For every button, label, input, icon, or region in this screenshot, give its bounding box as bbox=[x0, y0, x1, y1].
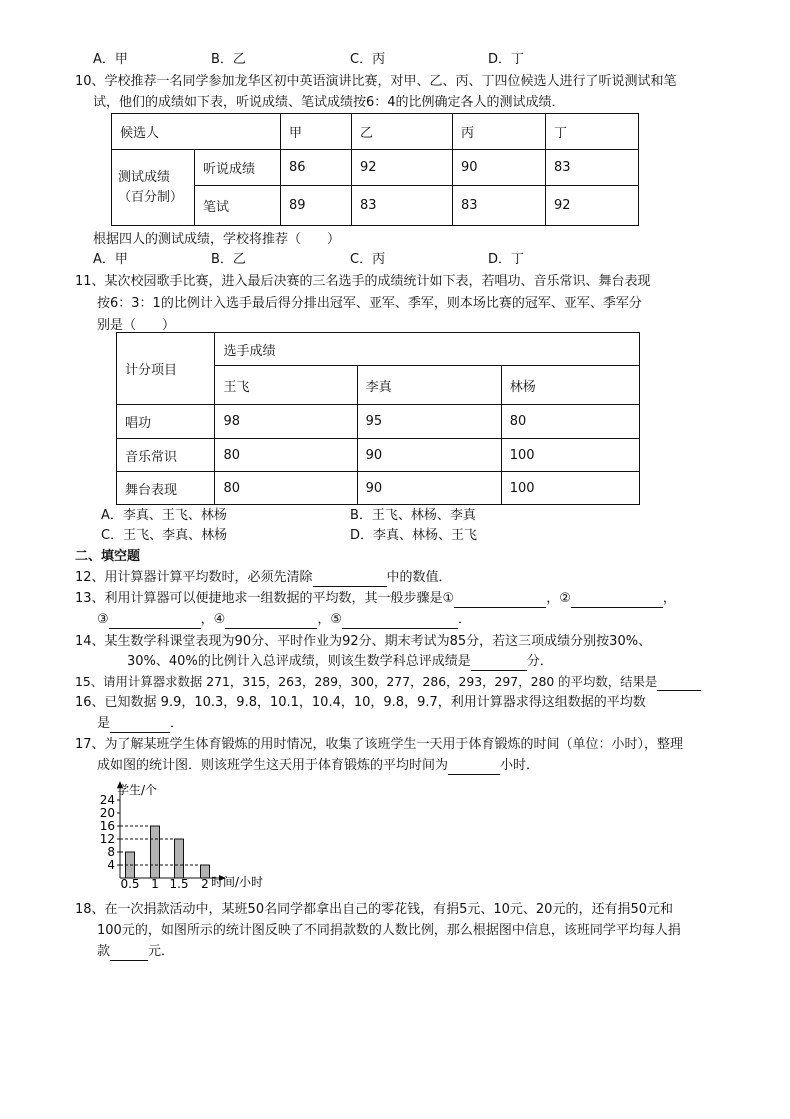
q10-cell: 89 bbox=[281, 186, 352, 226]
section2-title: 二、填空题 bbox=[75, 549, 141, 564]
q10-option-b: B．乙 bbox=[211, 252, 246, 267]
y-axis-label: 学生/个 bbox=[117, 783, 158, 797]
q17-text-before: 成如图的统计图．则该班学生这天用于体育锻炼的平均时间为 bbox=[97, 758, 449, 773]
q9-option-d: D．丁 bbox=[488, 52, 525, 67]
q11-text-line2: 按6：3：1的比例计入选手最后得分排出冠军、亚军、季军，则本场比赛的冠军、亚军、季军分 bbox=[97, 296, 642, 311]
q13-blank-4[interactable] bbox=[225, 614, 317, 629]
q11-cell: 80 bbox=[215, 439, 357, 472]
q11-cell: 90 bbox=[357, 439, 501, 472]
q16-text-after: ． bbox=[170, 716, 184, 731]
q13-blank-5[interactable] bbox=[342, 614, 458, 629]
q13-mark-4: ，④ bbox=[200, 612, 226, 627]
q11-player-linyang: 林杨 bbox=[501, 366, 639, 405]
q10-cell: 83 bbox=[546, 150, 639, 186]
q11-text-line3: 别是（ ） bbox=[97, 318, 176, 333]
q13-line2 bbox=[97, 611, 471, 629]
x-tick-label: 1.5 bbox=[169, 877, 189, 888]
y-tick-label: 20 bbox=[99, 806, 115, 820]
q16-blank[interactable] bbox=[110, 718, 170, 733]
q17-bar-chart bbox=[85, 778, 285, 888]
q18-text-line2: 100元的，如图所示的统计图反映了不同捐款数的人数比例，那么根据图中信息，该班同学平均每人捐 bbox=[97, 923, 681, 938]
bar bbox=[175, 839, 184, 878]
q14-text-line1: 14、某生数学科课堂表现为90分、平时作业为92分、期末考试为85分，若这三项成绩分别按30%、 bbox=[75, 634, 652, 649]
q13-comma-end: ， bbox=[662, 591, 676, 606]
q11-header-score: 选手成绩 bbox=[215, 333, 640, 366]
q13-mark-5: ，⑤ bbox=[317, 612, 342, 627]
q10-group-label-line1: 测试成绩 bbox=[118, 169, 171, 185]
bar bbox=[151, 826, 160, 878]
q15-text: 15、请用计算器求数据 271，315，263，289，300，277，286，293，297，280 的平均数，结果是 bbox=[75, 674, 658, 689]
q13-comma-2: ，② bbox=[546, 591, 571, 606]
q10-score-table bbox=[111, 113, 639, 226]
q11-cell: 95 bbox=[357, 405, 501, 439]
q11-score-table bbox=[116, 332, 640, 505]
q11-row-label-singing: 唱功 bbox=[117, 405, 215, 439]
y-tick-label: 12 bbox=[99, 832, 115, 846]
q18-blank[interactable] bbox=[110, 946, 148, 961]
q17-text-after: 小时． bbox=[500, 758, 540, 773]
q11-header-item: 计分项目 bbox=[117, 333, 215, 405]
q10-header-candidate: 候选人 bbox=[112, 114, 281, 150]
q10-cell: 83 bbox=[453, 186, 546, 226]
q10-row-label-listening: 听说成绩 bbox=[195, 150, 281, 186]
q18-text-before: 款 bbox=[97, 944, 111, 959]
q11-cell: 100 bbox=[501, 439, 639, 472]
q17-line2 bbox=[97, 757, 539, 775]
q11-option-d: D．李真、林杨、王飞 bbox=[350, 528, 478, 543]
q17-blank[interactable] bbox=[448, 760, 500, 775]
q10-group-label bbox=[112, 150, 195, 226]
q10-cell: 92 bbox=[546, 186, 639, 226]
q12-text-after: 中的数值． bbox=[386, 570, 452, 585]
q14-blank[interactable] bbox=[471, 656, 527, 671]
q18-text-line1: 18、在一次捐款活动中，某班50名同学都拿出自己的零花钱，有捐5元、10元、20元的，还有捐50元和 bbox=[75, 902, 673, 917]
q13-text-before: 13、利用计算器可以便捷地求一组数据的平均数，其一般步骤是① bbox=[75, 591, 455, 606]
q13-end: ． bbox=[457, 612, 471, 627]
q9-option-b: B．乙 bbox=[211, 52, 246, 67]
y-tick-label: 8 bbox=[107, 845, 115, 859]
q10-text-line2: 试，他们的成绩如下表，听说成绩、笔试成绩按6：4的比例确定各人的测试成绩． bbox=[93, 95, 565, 110]
q11-player-wangfei: 王飞 bbox=[215, 366, 357, 405]
q10-candidate-jia: 甲 bbox=[281, 114, 352, 150]
q11-row-label-music: 音乐常识 bbox=[117, 439, 215, 472]
q13-blank-1[interactable] bbox=[454, 593, 546, 608]
q10-cell: 86 bbox=[281, 150, 352, 186]
q14-line2 bbox=[127, 653, 553, 671]
x-tick-label: 0.5 bbox=[120, 877, 140, 888]
q13-blank-3[interactable] bbox=[109, 614, 201, 629]
q14-text-after: 分． bbox=[526, 654, 553, 669]
q11-row-label-stage: 舞台表现 bbox=[117, 472, 215, 505]
q13-blank-2[interactable] bbox=[571, 593, 663, 608]
y-tick-label: 4 bbox=[107, 858, 115, 872]
x-tick-label: 2 bbox=[201, 877, 209, 888]
q10-group-label-line2: （百分制） bbox=[118, 189, 184, 205]
q12-text-before: 12、用计算器计算平均数时，必须先清除 bbox=[75, 570, 313, 585]
q10-cell: 83 bbox=[352, 186, 453, 226]
q10-cell: 90 bbox=[453, 150, 546, 186]
q10-candidate-ding: 丁 bbox=[546, 114, 639, 150]
q9-option-a: A．甲 bbox=[93, 52, 128, 67]
q11-option-a: A．李真、王飞、林杨 bbox=[101, 508, 227, 523]
q12-blank[interactable] bbox=[313, 572, 387, 587]
q10-question: 根据四人的测试成绩，学校将推荐（ ） bbox=[93, 232, 341, 247]
q16-text-before: 是 bbox=[97, 716, 111, 731]
x-tick-label: 1 bbox=[151, 877, 159, 888]
q9-option-c: C．丙 bbox=[350, 52, 386, 67]
q11-text-line1: 11、某次校园歌手比赛，进入最后决赛的三名选手的成绩统计如下表，若唱功、音乐常识、舞台表现 bbox=[75, 274, 651, 289]
y-tick-label: 16 bbox=[99, 819, 115, 833]
q11-player-lizhen: 李真 bbox=[357, 366, 501, 405]
q13-mark-3: ③ bbox=[97, 612, 109, 627]
q10-text-line1: 10、学校推荐一名同学参加龙华区初中英语演讲比赛，对甲、乙、丙、丁四位候选人进行了听说测试和笔 bbox=[75, 74, 677, 89]
q10-candidate-bing: 丙 bbox=[453, 114, 546, 150]
q10-option-c: C．丙 bbox=[350, 252, 386, 267]
q11-cell: 80 bbox=[215, 472, 357, 505]
q10-option-a: A．甲 bbox=[93, 252, 128, 267]
q11-cell: 100 bbox=[501, 472, 639, 505]
q12-line bbox=[75, 569, 452, 587]
y-tick-label: 24 bbox=[99, 793, 115, 807]
q11-cell: 80 bbox=[501, 405, 639, 439]
q15-line bbox=[75, 673, 701, 691]
q10-row-label-written: 笔试 bbox=[195, 186, 281, 226]
chart-marks bbox=[100, 793, 210, 888]
q10-option-d: D．丁 bbox=[488, 252, 525, 267]
x-axis-label: 时间/小时 bbox=[211, 875, 264, 888]
q11-option-b: B．王飞、林杨、李真 bbox=[350, 508, 476, 523]
q18-text-after: 元． bbox=[148, 944, 175, 959]
q13-line1 bbox=[75, 590, 676, 608]
q17-text-line1: 17、为了解某班学生体育锻炼的用时情况，收集了该班学生一天用于体育锻炼的时间（单位：小时），整理 bbox=[75, 737, 684, 752]
q11-cell: 98 bbox=[215, 405, 357, 439]
q11-cell: 90 bbox=[357, 472, 501, 505]
q11-option-c: C．王飞、李真、林杨 bbox=[101, 528, 228, 543]
q18-line3 bbox=[97, 943, 174, 961]
q15-blank[interactable] bbox=[657, 676, 701, 691]
q16-line2 bbox=[97, 715, 183, 733]
q14-text-before: 30%、40%的比例计入总评成绩，则该生数学科总评成绩是 bbox=[127, 654, 471, 669]
q10-cell: 92 bbox=[352, 150, 453, 186]
q10-candidate-yi: 乙 bbox=[352, 114, 453, 150]
q16-text-line1: 16、已知数据 9.9，10.3，9.8，10.1，10.4，10，9.8，9.7，利用计算器求得这组数据的平均数 bbox=[75, 695, 646, 710]
